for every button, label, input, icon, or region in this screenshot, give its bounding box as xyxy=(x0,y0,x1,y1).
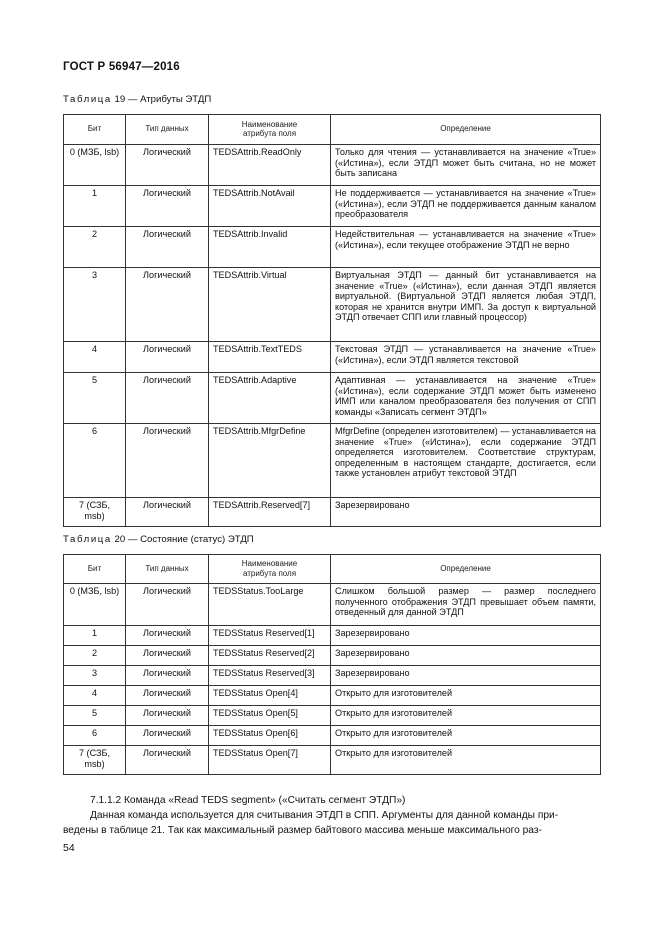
cell-attribute-name: TEDSStatus Open[6] xyxy=(209,726,331,746)
caption-title: 20 — Состояние (статус) ЭТДП xyxy=(111,534,254,545)
cell-definition: Открыто для изготовителей xyxy=(331,746,601,775)
table-20-caption xyxy=(63,534,254,545)
cell-definition: Виртуальная ЭТДП — данный бит устанавливается на значение «True» («Истина»), если данная ЭТДП является виртуальной. (Виртуальной ЭТДП является любая ЭТДП, которая не хранится внутри ИМП. За доступ к виртуальной ЭТДП отвечает СПП или главный процессор) xyxy=(331,268,601,342)
table-row xyxy=(64,227,601,268)
table-row xyxy=(64,342,601,373)
column-header-bit: Бит xyxy=(64,555,126,584)
table-row xyxy=(64,498,601,527)
cell-definition: Открыто для изготовителей xyxy=(331,686,601,706)
cell-type: Логический xyxy=(126,186,209,227)
cell-definition: Зарезервировано xyxy=(331,646,601,666)
cell-bit: 6 xyxy=(64,726,126,746)
cell-type: Логический xyxy=(126,227,209,268)
cell-type: Логический xyxy=(126,424,209,498)
table-row xyxy=(64,424,601,498)
cell-bit: 4 xyxy=(64,342,126,373)
table-row xyxy=(64,726,601,746)
table-row xyxy=(64,373,601,424)
column-header-bit: Бит xyxy=(64,115,126,145)
cell-type: Логический xyxy=(126,646,209,666)
table-19-caption xyxy=(63,94,211,105)
table-header-row xyxy=(64,555,601,584)
cell-type: Логический xyxy=(126,706,209,726)
paragraph-line-2: ведены в таблице 21. Так как максимальный размер байтового массива меньше максимального раз- xyxy=(63,825,542,836)
caption-title: 19 — Атрибуты ЭТДП xyxy=(111,94,212,105)
cell-bit: 0 (МЗБ, lsb) xyxy=(64,584,126,626)
cell-attribute-name: TEDSStatus Open[5] xyxy=(209,706,331,726)
cell-bit: 0 (МЗБ, lsb) xyxy=(64,145,126,186)
cell-attribute-name: TEDSAttrib.Invalid xyxy=(209,227,331,268)
table-row xyxy=(64,145,601,186)
cell-attribute-name: TEDSAttrib.MfgrDefine xyxy=(209,424,331,498)
cell-type: Логический xyxy=(126,342,209,373)
cell-definition: Открыто для изготовителей xyxy=(331,726,601,746)
cell-definition: Не поддерживается — устанавливается на значение «True» («Истина»), если ЭТДП не поддерживается данным каналом преобразователя xyxy=(331,186,601,227)
cell-attribute-name: TEDSStatus.TooLarge xyxy=(209,584,331,626)
cell-definition: Текстовая ЭТДП — устанавливается на значение «True» («Истина»), если ЭТДП является текстовой xyxy=(331,342,601,373)
cell-bit: 1 xyxy=(64,626,126,646)
column-header-name-line1: Наименование xyxy=(241,119,298,129)
table-row xyxy=(64,584,601,626)
cell-bit: 3 xyxy=(64,268,126,342)
cell-bit: 2 xyxy=(64,227,126,268)
column-header-name-line2: атрибута поля xyxy=(242,568,297,578)
cell-bit: 2 xyxy=(64,646,126,666)
cell-definition: Слишком большой размер — размер последнего полученного отображения ЭТДП превышает объем памяти, отведенный для данной ЭТДП xyxy=(331,584,601,626)
cell-type: Логический xyxy=(126,584,209,626)
table-row xyxy=(64,746,601,775)
cell-definition: Зарезервировано xyxy=(331,498,601,527)
cell-attribute-name: TEDSStatus Reserved[1] xyxy=(209,626,331,646)
cell-type: Логический xyxy=(126,686,209,706)
cell-type: Логический xyxy=(126,666,209,686)
column-header-type: Тип данных xyxy=(126,555,209,584)
cell-bit: 1 xyxy=(64,186,126,227)
table-row xyxy=(64,646,601,666)
column-header-name xyxy=(209,555,331,584)
cell-type: Логический xyxy=(126,746,209,775)
column-header-name-line2: атрибута поля xyxy=(242,129,297,138)
cell-bit: 6 xyxy=(64,424,126,498)
column-header-type: Тип данных xyxy=(126,115,209,145)
section-body xyxy=(63,793,600,838)
cell-bit: 4 xyxy=(64,686,126,706)
cell-type: Логический xyxy=(126,726,209,746)
cell-definition: Зарезервировано xyxy=(331,666,601,686)
cell-attribute-name: TEDSAttrib.NotAvail xyxy=(209,186,331,227)
cell-definition: Только для чтения — устанавливается на значение «True» («Истина»), если ЭТДП может быть считана, но не может быть записана xyxy=(331,145,601,186)
column-header-definition: Определение xyxy=(331,555,601,584)
table-row xyxy=(64,268,601,342)
cell-bit: 5 xyxy=(64,373,126,424)
cell-attribute-name: TEDSStatus Open[7] xyxy=(209,746,331,775)
column-header-definition: Определение xyxy=(331,115,601,145)
table-row xyxy=(64,626,601,646)
table-19 xyxy=(63,114,601,527)
cell-definition: Недействительная — устанавливается на значение «True» («Истина»), если текущее отображение ЭТДП не верно xyxy=(331,227,601,268)
table-row xyxy=(64,706,601,726)
cell-type: Логический xyxy=(126,498,209,527)
page-number: 54 xyxy=(63,842,75,854)
section-heading: 7.1.1.2 Команда «Read TEDS segment» («Считать сегмент ЭТДП») xyxy=(90,795,406,806)
cell-attribute-name: TEDSStatus Reserved[2] xyxy=(209,646,331,666)
cell-attribute-name: TEDSAttrib.Reserved[7] xyxy=(209,498,331,527)
cell-attribute-name: TEDSStatus Open[4] xyxy=(209,686,331,706)
cell-attribute-name: TEDSAttrib.TextTEDS xyxy=(209,342,331,373)
caption-label: Таблица xyxy=(63,94,112,105)
table-row xyxy=(64,666,601,686)
cell-definition: Открыто для изготовителей xyxy=(331,706,601,726)
paragraph-line-1: Данная команда используется для считывания ЭТДП в СПП. Аргументы для данной команды при- xyxy=(90,810,559,821)
table-header-row xyxy=(64,115,601,145)
cell-bit: 7 (СЗБ, msb) xyxy=(64,498,126,527)
cell-definition: Зарезервировано xyxy=(331,626,601,646)
cell-attribute-name: TEDSAttrib.Virtual xyxy=(209,268,331,342)
cell-bit: 5 xyxy=(64,706,126,726)
table-row xyxy=(64,186,601,227)
caption-label: Таблица xyxy=(63,534,112,545)
cell-bit: 3 xyxy=(64,666,126,686)
cell-type: Логический xyxy=(126,268,209,342)
table-20 xyxy=(63,554,601,775)
cell-definition: Адаптивная — устанавливается на значение «True» («Истина»), если содержание ЭТДП может быть изменено ИМП или каналом преобразователя без получения от СПП команды «Записать сегмент ЭТДП» xyxy=(331,373,601,424)
cell-type: Логический xyxy=(126,373,209,424)
table-row xyxy=(64,686,601,706)
cell-type: Логический xyxy=(126,145,209,186)
column-header-name xyxy=(209,115,331,145)
cell-definition: MfgrDefine (определен изготовителем) — устанавливается на значение «True» («Истина»), если содержание ЭТДП определяется изготовителем. Соответствие структурам, определенным в настоящем стандарте, достигается, если также установлен атрибут текстовой ЭТДП xyxy=(331,424,601,498)
document-header: ГОСТ Р 56947—2016 xyxy=(63,61,180,73)
cell-bit: 7 (СЗБ, msb) xyxy=(64,746,126,775)
cell-attribute-name: TEDSAttrib.Adaptive xyxy=(209,373,331,424)
cell-type: Логический xyxy=(126,626,209,646)
column-header-name-line1: Наименование xyxy=(241,559,298,568)
cell-attribute-name: TEDSStatus Reserved[3] xyxy=(209,666,331,686)
cell-attribute-name: TEDSAttrib.ReadOnly xyxy=(209,145,331,186)
